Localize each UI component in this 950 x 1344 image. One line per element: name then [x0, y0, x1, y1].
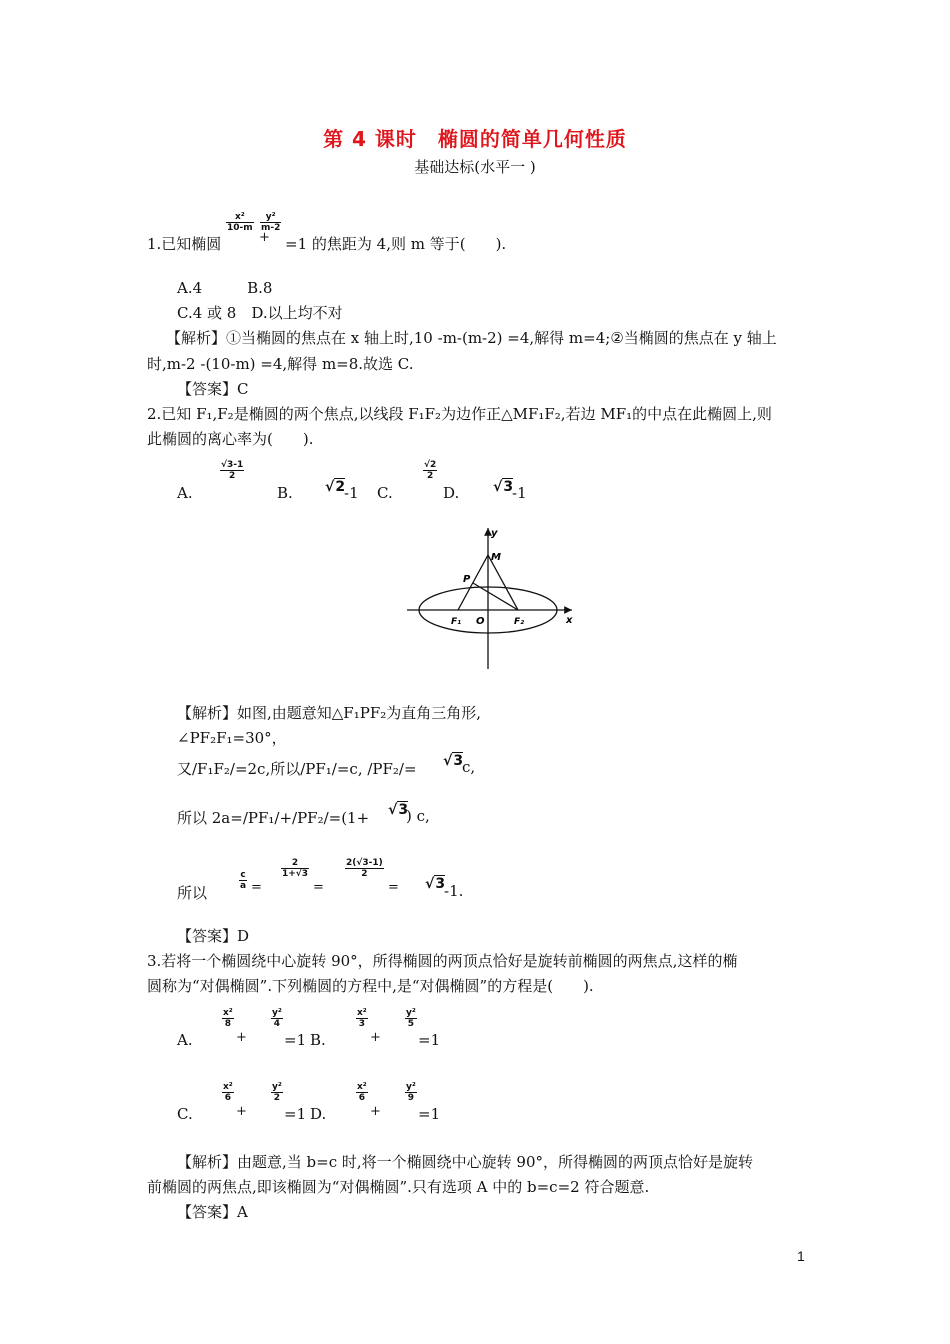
label-o: O: [476, 616, 485, 627]
q3-option-b-tail: =1: [418, 1031, 441, 1049]
q1-analysis-line1: 【解析】①当椭圆的焦点在 x 轴上时,10 -m-(m-2) =4,解得 m=4;②当椭圆的焦点在 y 轴上: [166, 329, 777, 347]
q3-option-a-frac1: $\frac{\text{x²}}{8}$: [223, 1008, 233, 1029]
q3-option-b-plus: +: [370, 1030, 381, 1045]
q1-fraction-y: $\frac{\text{y²}}{m-2}$: [261, 212, 281, 233]
q2-eq-2: =: [313, 880, 324, 895]
q3-option-a-plus: +: [236, 1030, 247, 1045]
q2-option-a-label: A.: [177, 484, 193, 502]
q3-stem-line2: 圆称为“对偶椭圆”.下列椭圆的方程中,是“对偶椭圆”的方程是( ).: [147, 977, 594, 995]
q2-fraction-c-over-a: $\frac{c}{a}$: [240, 870, 247, 891]
q2-analysis-line4-sqrt: √3: [388, 802, 409, 818]
q3-answer: 【答案】A: [177, 1203, 248, 1221]
q3-option-c-frac2: $\frac{\text{y²}}{2}$: [272, 1082, 282, 1103]
q1-analysis-line2: 时,m-2 -(10-m) =4,解得 m=8.故选 C.: [147, 355, 414, 373]
ellipse-figure: [400, 522, 585, 672]
q3-option-c-label: C.: [177, 1105, 193, 1123]
q1-stem-suffix: =1 的焦距为 4,则 m 等于( ).: [285, 235, 507, 253]
q2-option-d-tail: -1: [512, 484, 527, 502]
q2-option-b-sqrt: √2: [325, 479, 346, 495]
q3-option-a-label: A.: [177, 1031, 193, 1049]
q3-option-c-tail: =1: [284, 1105, 307, 1123]
page-title: 第 4 课时 椭圆的简单几何性质: [323, 127, 627, 151]
q3-analysis-line1: 【解析】由题意,当 b=c 时,将一个椭圆绕中心旋转 90°，所得椭圆的两顶点恰好是旋转: [177, 1153, 754, 1171]
q2-eq-1: =: [251, 880, 262, 895]
q1-answer: 【答案】C: [177, 380, 249, 398]
q3-option-c-frac1: $\frac{\text{x²}}{6}$: [223, 1082, 233, 1103]
q3-option-b-frac2: $\frac{\text{y²}}{5}$: [406, 1008, 416, 1029]
q2-option-c-label: C.: [377, 484, 393, 502]
q2-option-c-fraction: $\frac{√2}{2}$: [424, 460, 437, 481]
q2-analysis-line4: 所以 2a=/PF₁/+/PF₂/=(1+: [177, 809, 370, 827]
q2-analysis-line5-prefix: 所以: [177, 884, 208, 902]
page-subtitle: 基础达标(水平一 ): [414, 158, 536, 176]
q2-analysis-line5-sqrt: √3: [425, 876, 446, 892]
q2-analysis-line3-sqrt: √3: [443, 753, 464, 769]
q1-options-cd: C.4 或 8 D.以上均不对: [177, 304, 343, 322]
label-x: x: [566, 615, 573, 626]
q1-stem-prefix: 1.已知椭圆: [147, 235, 222, 253]
q2-stem-line2: 此椭圆的离心率为( ).: [147, 430, 314, 448]
q3-analysis-line2: 前椭圆的两焦点,即该椭圆为“对偶椭圆”.只有选项 A 中的 b=c=2 符合题意.: [147, 1178, 650, 1196]
q3-option-c-plus: +: [236, 1104, 247, 1119]
q2-analysis-line4-tail: ) c,: [406, 807, 430, 825]
q1-plus: +: [259, 230, 270, 245]
q2-option-a-fraction: $\frac{√3-1}{2}$: [221, 460, 244, 481]
q3-option-a-tail: =1: [284, 1031, 307, 1049]
label-m: M: [491, 552, 501, 563]
q3-option-d-frac1: $\frac{\text{x²}}{6}$: [357, 1082, 367, 1103]
q2-fraction-rationalized: $\frac{2(√3-1)}{2}$: [346, 858, 383, 879]
q2-answer: 【答案】D: [177, 927, 250, 945]
q3-option-d-label: D.: [310, 1105, 327, 1123]
q2-stem-line1: 2.已知 F₁,F₂是椭圆的两个焦点,以线段 F₁F₂为边作正△MF₁F₂,若边 MF₁的中点在此椭圆上,则: [147, 405, 772, 423]
q1-options-ab: A.4 B.8: [177, 279, 273, 297]
q2-analysis-line3-tail: c,: [462, 758, 476, 776]
q3-option-b-label: B.: [310, 1031, 326, 1049]
page-number: 1: [797, 1248, 805, 1264]
q2-fraction-2-over-1plus-root3: $\frac{2}{1+√3}$: [282, 858, 309, 879]
q2-analysis-line1: 【解析】如图,由题意知△F₁PF₂为直角三角形,: [177, 704, 482, 722]
q2-option-b-label: B.: [277, 484, 293, 502]
q2-analysis-line3: 又/F₁F₂/=2c,所以/PF₁/=c, /PF₂/=: [177, 760, 417, 778]
q2-analysis-line5-tail: -1.: [444, 882, 464, 900]
q2-analysis-line2: ∠PF₂F₁=30°，: [177, 729, 287, 747]
label-p: P: [463, 574, 471, 585]
q2-option-b-tail: -1: [344, 484, 359, 502]
label-f2: F₂: [514, 617, 525, 627]
q3-stem-line1: 3.若将一个椭圆绕中心旋转 90°，所得椭圆的两顶点恰好是旋转前椭圆的两焦点,这样的椭: [147, 952, 738, 970]
q2-option-d-label: D.: [443, 484, 460, 502]
q3-option-d-tail: =1: [418, 1105, 441, 1123]
q1-fraction-x: $\frac{\text{x²}}{10-m}$: [227, 212, 253, 233]
q2-eq-3: =: [388, 880, 399, 895]
q2-option-d-sqrt: √3: [493, 479, 514, 495]
label-y: y: [491, 528, 498, 539]
q3-option-d-frac2: $\frac{\text{y²}}{9}$: [406, 1082, 416, 1103]
label-f1: F₁: [451, 617, 462, 627]
q3-option-d-plus: +: [370, 1104, 381, 1119]
q3-option-a-frac2: $\frac{\text{y²}}{4}$: [272, 1008, 282, 1029]
q3-option-b-frac1: $\frac{\text{x²}}{3}$: [357, 1008, 367, 1029]
